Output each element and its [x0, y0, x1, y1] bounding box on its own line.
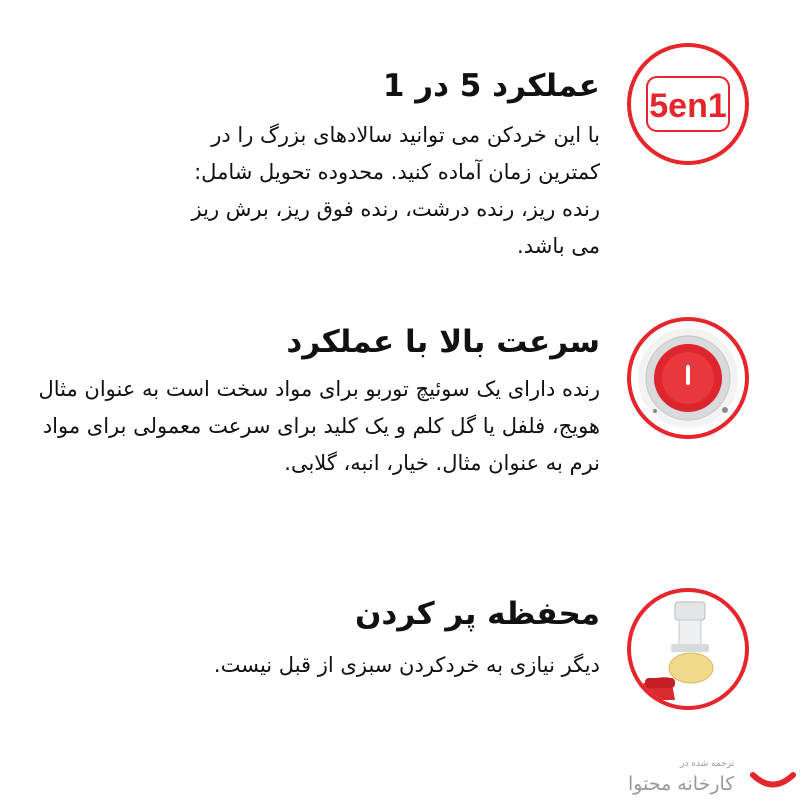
watermark-caption: ترجمه شده در	[680, 759, 735, 769]
feature-title: محفظه پر کردن	[354, 596, 600, 632]
speed-dial-icon	[627, 317, 749, 439]
feature-description: دیگر نیازی به خردکردن سبزی از قبل نیست.	[213, 653, 600, 677]
5-in-1-icon-graphic	[631, 47, 745, 161]
feature-title: سرعت بالا با عملکرد	[286, 324, 600, 360]
icon-5en1-text: 5en1	[649, 87, 727, 125]
speed-dial-graphic	[631, 321, 745, 435]
grater-feeder-icon	[627, 588, 749, 710]
feature-description: رنده دارای یک سوئیچ توربو برای مواد سخت است به عنوان مثال هویج، فلفل یا گل کلم و یک کلید برای سرعت معمولی برای مواد نرم به عنوان مثال. خیار، انبه، گلابی.	[38, 377, 600, 475]
grater-feeder-graphic	[631, 592, 745, 706]
watermark-brand: کارخانه محتوا	[628, 773, 735, 795]
smile-logo-icon	[750, 770, 796, 790]
5-in-1-icon	[627, 43, 749, 165]
feature-description: با این خردکن می توانید سالادهای بزرگ را در کمترین زمان آماده کنید. محدوده تحویل شامل: رنده ریز، رنده درشت، رنده فوق ریز، برش ریز می باشد.	[191, 123, 600, 258]
watermark	[622, 752, 800, 800]
feature-title: عملکرد 5 در 1	[382, 68, 600, 104]
